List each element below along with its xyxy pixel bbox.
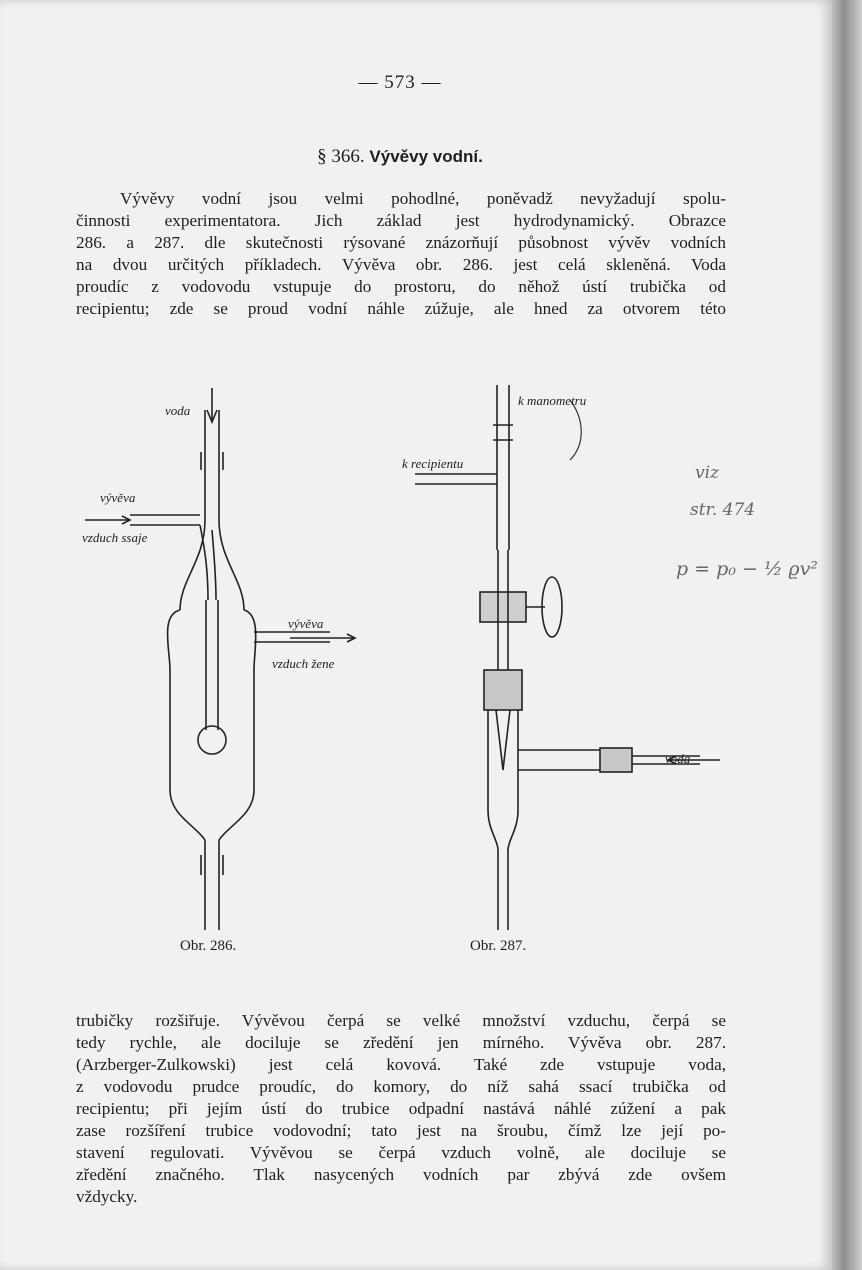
text-line: zředění značného. Tlak nasycených vodních par zbývá zde ovšem bbox=[76, 1165, 726, 1184]
label-vzduch-zene: vzduch žene bbox=[272, 656, 335, 671]
text-line: činnosti experimentatora. Jich základ jest hydrodynamický. Obrazce bbox=[76, 211, 726, 230]
book-spine-edge bbox=[832, 0, 862, 1270]
text-line: (Arzberger-Zulkowski) jest celá kovová. Také zde vstupuje voda, bbox=[76, 1055, 726, 1074]
paragraph-1 bbox=[76, 188, 726, 320]
label-k-recipientu: k recipientu bbox=[402, 456, 464, 471]
label-voda-287: voda bbox=[665, 751, 691, 766]
label-vyveva-in: vývěva bbox=[100, 490, 136, 505]
label-vzduch-ssaje: vzduch ssaje bbox=[82, 530, 148, 545]
text-line: recipientu; při jejím ústí do trubice odpadní nastává náhlé zúžení a pak bbox=[76, 1099, 726, 1118]
figures-286-287 bbox=[0, 370, 832, 940]
label-vyveva-out: vývěva bbox=[288, 616, 324, 631]
text-line: Vývěvy vodní jsou velmi pohodlné, poněvadž nevyžadují spolu- bbox=[120, 189, 726, 208]
text-line: proudíc z vodovodu vstupuje do prostoru, do něhož ústí trubička od bbox=[76, 277, 726, 296]
text-line: trubičky rozšiřuje. Vývěvou čerpá se velké množství vzduchu, čerpá se bbox=[76, 1011, 726, 1030]
section-number: § 366. bbox=[317, 146, 365, 167]
caption-obr-286: Obr. 286. bbox=[180, 938, 237, 954]
label-k-manometru: k manometru bbox=[518, 393, 587, 408]
text-line: stavení regulovati. Vývěvou se čerpá vzduch volně, ale dociluje se bbox=[76, 1143, 726, 1162]
text-line: z vodovodu prudce proudíc, do komory, do níž sahá ssací trubička od bbox=[76, 1077, 726, 1096]
text-line: zase rozšíření trubice vodovodní; tato jest na šroubu, čímž lze její po- bbox=[76, 1121, 726, 1140]
section-title bbox=[0, 146, 800, 168]
caption-obr-287: Obr. 287. bbox=[470, 938, 527, 954]
page-number: — 573 — bbox=[358, 72, 442, 93]
text-line: na dvou určitých příkladech. Vývěva obr. 286. jest celá skleněná. Voda bbox=[76, 255, 726, 274]
text-line: vždycky. bbox=[76, 1187, 138, 1206]
handwritten-formula: p = p₀ − ½ ϱv² bbox=[676, 558, 818, 580]
handwritten-note-viz: viz bbox=[695, 463, 719, 483]
paragraph-2 bbox=[76, 1010, 726, 1208]
text-line: tedy rychle, ale dociluje se zředění jen mírného. Vývěva obr. 287. bbox=[76, 1033, 726, 1052]
label-voda-286: voda bbox=[165, 403, 191, 418]
handwritten-note-page: str. 474 bbox=[690, 500, 756, 520]
text-line: recipientu; zde se proud vodní náhle zúžuje, ale hned za otvorem této bbox=[76, 299, 726, 318]
text-line: 286. a 287. dle skutečnosti rýsované znázorňují působnost vývěv vodních bbox=[76, 233, 726, 252]
section-heading: Vývěvy vodní. bbox=[369, 147, 483, 166]
